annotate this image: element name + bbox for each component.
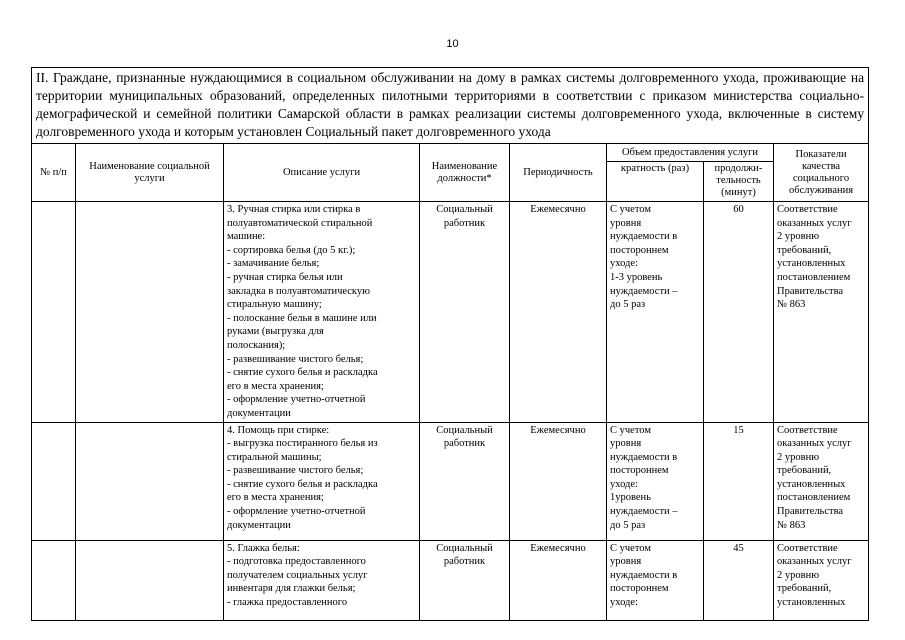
cell-description-line: - сортировка белья (до 5 кг.); bbox=[227, 244, 356, 256]
cell-description-line: его в места хранения; bbox=[227, 492, 324, 504]
services-table bbox=[31, 67, 869, 621]
header-quality: Показатели качества социального обслуживания bbox=[774, 144, 869, 202]
cell-position-line: работник bbox=[443, 438, 486, 450]
cell-quality-line: № 863 bbox=[777, 299, 806, 311]
cell-frequency-line: 1уровень bbox=[610, 492, 651, 504]
cell-description bbox=[224, 540, 420, 620]
cell-description-line: стиральной машины; bbox=[227, 451, 322, 463]
cell-description-line: стиральную машину; bbox=[227, 299, 322, 311]
cell-position-line: Социальный bbox=[436, 542, 493, 554]
cell-periodicity: Ежемесячно bbox=[510, 540, 607, 620]
header-num: № п/п bbox=[32, 144, 76, 202]
cell-quality-line: № 863 bbox=[777, 519, 806, 531]
section-title-row bbox=[32, 68, 869, 144]
cell-position bbox=[420, 540, 510, 620]
cell-description-line: полоскания); bbox=[227, 339, 286, 351]
cell-frequency-line: нуждаемости в bbox=[610, 569, 678, 581]
cell-quality-line: оказанных услуг bbox=[777, 556, 852, 568]
cell-frequency bbox=[607, 422, 704, 540]
cell-quality-line: оказанных услуг bbox=[777, 438, 852, 450]
cell-description-line: руками (выгрузка для bbox=[227, 326, 324, 338]
cell-quality-line: постановлением bbox=[777, 271, 851, 283]
cell-frequency-line: постороннем bbox=[610, 465, 669, 477]
header-periodicity: Периодичность bbox=[510, 144, 607, 202]
header-row-1 bbox=[32, 144, 869, 162]
cell-description-line: - развешивание чистого белья; bbox=[227, 353, 364, 365]
cell-description-line: - снятие сухого белья и раскладка bbox=[227, 367, 378, 379]
cell-duration: 15 bbox=[704, 422, 774, 540]
cell-description-line: инвентаря для глажки белья; bbox=[227, 583, 356, 595]
cell-quality-line: установленных bbox=[777, 258, 846, 270]
cell-description bbox=[224, 422, 420, 540]
cell-quality-line: 2 уровню bbox=[777, 231, 820, 243]
cell-description-line: 3. Ручная стирка или стирка в bbox=[227, 204, 361, 215]
cell-num bbox=[32, 422, 76, 540]
cell-frequency-line: С учетом bbox=[610, 424, 651, 436]
table-row bbox=[32, 540, 869, 620]
cell-frequency bbox=[607, 540, 704, 620]
cell-position bbox=[420, 202, 510, 423]
cell-position-line: работник bbox=[443, 556, 486, 568]
cell-description-line: получателем социальных услуг bbox=[227, 569, 368, 581]
cell-quality bbox=[774, 422, 869, 540]
cell-description-line: документации bbox=[227, 407, 291, 419]
cell-quality-line: Соответствие bbox=[777, 424, 838, 436]
cell-frequency-line: 1-3 уровень bbox=[610, 271, 663, 283]
cell-frequency-line: С учетом bbox=[610, 542, 651, 554]
cell-service-name bbox=[76, 540, 224, 620]
header-service-name: Наименование социальной услуги bbox=[76, 144, 224, 202]
cell-description-line: - подготовка предоставленного bbox=[227, 556, 366, 568]
cell-quality-line: оказанных услуг bbox=[777, 217, 852, 229]
cell-position-line: Социальный bbox=[436, 424, 493, 436]
cell-description-line: - снятие сухого белья и раскладка bbox=[227, 478, 378, 490]
cell-quality-line: 2 уровню bbox=[777, 451, 820, 463]
cell-duration: 45 bbox=[704, 540, 774, 620]
cell-description-line: - оформление учетно-отчетной bbox=[227, 506, 366, 518]
cell-num bbox=[32, 202, 76, 423]
cell-quality-line: Соответствие bbox=[777, 204, 838, 215]
header-volume-group: Объем предоставления услуги bbox=[607, 144, 774, 162]
cell-quality bbox=[774, 202, 869, 423]
header-position: Наименование должности* bbox=[420, 144, 510, 202]
cell-quality-line: установленных bbox=[777, 596, 846, 608]
cell-frequency-line: до 5 раз bbox=[610, 299, 646, 311]
cell-quality-line: Правительства bbox=[777, 285, 844, 297]
cell-periodicity: Ежемесячно bbox=[510, 422, 607, 540]
cell-periodicity: Ежемесячно bbox=[510, 202, 607, 423]
cell-frequency bbox=[607, 202, 704, 423]
cell-service-name bbox=[76, 422, 224, 540]
cell-frequency-line: уровня bbox=[610, 438, 642, 450]
cell-quality-line: Соответствие bbox=[777, 542, 838, 554]
cell-frequency-line: уходе: bbox=[610, 596, 638, 608]
table-body bbox=[32, 202, 869, 621]
cell-description-line: - полоскание белья в машине или bbox=[227, 312, 377, 324]
cell-position bbox=[420, 422, 510, 540]
cell-frequency-line: постороннем bbox=[610, 583, 669, 595]
cell-service-name bbox=[76, 202, 224, 423]
cell-quality-line: требований, bbox=[777, 465, 832, 477]
cell-description-line: его в места хранения; bbox=[227, 380, 324, 392]
cell-frequency-line: уровня bbox=[610, 217, 642, 229]
cell-description-line: 5. Глажка белья: bbox=[227, 542, 300, 554]
cell-description-line: - оформление учетно-отчетной bbox=[227, 394, 366, 406]
cell-description-line: - выгрузка постиранного белья из bbox=[227, 438, 378, 450]
cell-description-line: полуавтоматической стиральной bbox=[227, 217, 373, 229]
cell-quality-line: требований, bbox=[777, 583, 832, 595]
cell-quality-line: постановлением bbox=[777, 492, 851, 504]
page-number: 10 bbox=[446, 38, 459, 50]
table-row bbox=[32, 202, 869, 423]
cell-description-line: машине: bbox=[227, 231, 266, 243]
cell-description-line: закладка в полуавтоматическую bbox=[227, 285, 370, 297]
cell-quality-line: Правительства bbox=[777, 506, 844, 518]
cell-frequency-line: С учетом bbox=[610, 204, 651, 215]
cell-description-line: - замачивание белья; bbox=[227, 258, 320, 270]
cell-quality-line: требований, bbox=[777, 244, 832, 256]
cell-quality bbox=[774, 540, 869, 620]
cell-frequency-line: нуждаемости – bbox=[610, 506, 678, 518]
header-frequency: кратность (раз) bbox=[607, 162, 704, 202]
cell-frequency-line: уходе: bbox=[610, 478, 638, 490]
cell-frequency-line: уходе: bbox=[610, 258, 638, 270]
cell-description bbox=[224, 202, 420, 423]
cell-description-line: - глажка предоставленного bbox=[227, 596, 348, 608]
cell-description-line: 4. Помощь при стирке: bbox=[227, 424, 330, 436]
cell-description-line: - ручная стирка белья или bbox=[227, 271, 343, 283]
cell-position-line: Социальный bbox=[436, 204, 493, 215]
header-description: Описание услуги bbox=[224, 144, 420, 202]
section-title: II. Граждане, признанные нуждающимися в социальном обслуживании на дому в рамках системы долговременного ухода, проживающие на территории муниципальных образований, определенных пилотными территориями в соответствии с приказом министерства социально-демографической и семейной политики Самарской области в рамках реализации системы долговременного ухода, включенные в систему долговременного ухода и которым установлен Социальный пакет долговременного ухода bbox=[32, 68, 869, 144]
cell-frequency-line: постороннем bbox=[610, 244, 669, 256]
cell-quality-line: установленных bbox=[777, 478, 846, 490]
cell-frequency-line: нуждаемости – bbox=[610, 285, 678, 297]
header-duration: продолжи-тельность (минут) bbox=[704, 162, 774, 202]
cell-frequency-line: нуждаемости в bbox=[610, 231, 678, 243]
cell-description-line: - развешивание чистого белья; bbox=[227, 465, 364, 477]
cell-description-line: документации bbox=[227, 519, 291, 531]
cell-num bbox=[32, 540, 76, 620]
cell-duration: 60 bbox=[704, 202, 774, 423]
table-row bbox=[32, 422, 869, 540]
cell-frequency-line: до 5 раз bbox=[610, 519, 646, 531]
cell-frequency-line: нуждаемости в bbox=[610, 451, 678, 463]
cell-quality-line: 2 уровню bbox=[777, 569, 820, 581]
cell-position-line: работник bbox=[443, 217, 486, 229]
cell-frequency-line: уровня bbox=[610, 556, 642, 568]
